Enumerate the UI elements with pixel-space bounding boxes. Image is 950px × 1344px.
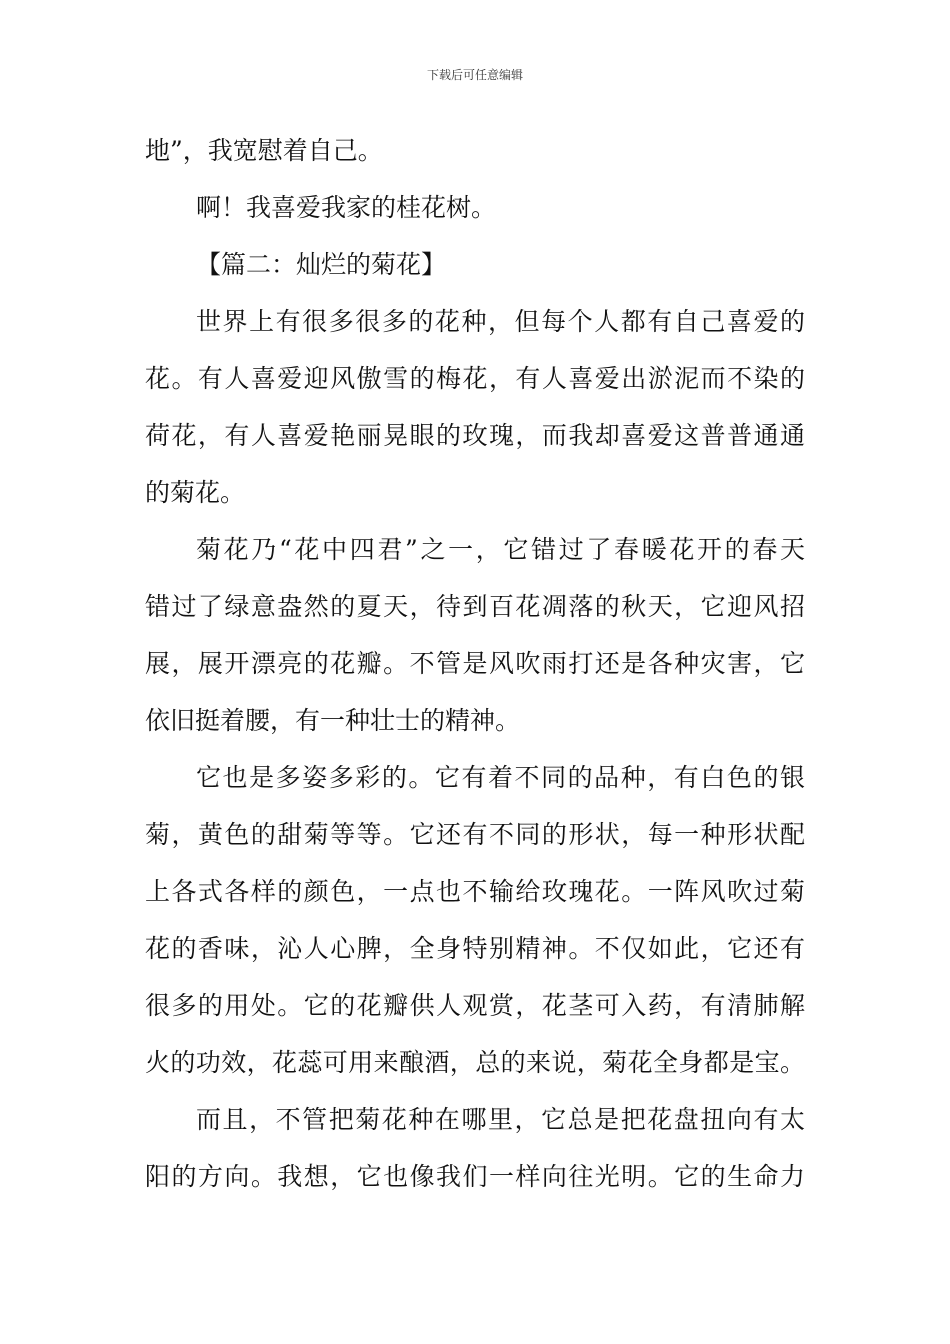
text-line: 花。有人喜爱迎风傲雪的梅花，有人喜爱出淤泥而不染的	[145, 364, 805, 393]
text-line: 花的香味，沁人心脾，全身特别精神。不仅如此，它还有	[145, 934, 805, 963]
text-line: 阳的方向。我想，它也像我们一样向往光明。它的生命力	[145, 1162, 805, 1191]
text-line: 上各式各样的颜色，一点也不输给玫瑰花。一阵风吹过菊	[145, 877, 805, 906]
text-line: 很多的用处。它的花瓣供人观赏，花茎可入药，有清肺解	[145, 991, 805, 1020]
text-line: 错过了绿意盎然的夏天，待到百花凋落的秋天，它迎风招	[145, 592, 805, 621]
text-line: 的菊花。	[145, 478, 246, 507]
text-line: 啊！我喜爱我家的桂花树。	[196, 193, 497, 222]
section-title: 【篇二：灿烂的菊花】	[196, 250, 447, 279]
text-line: 荷花，有人喜爱艳丽晃眼的玫瑰，而我却喜爱这普普通通	[145, 421, 805, 450]
text-line: 世界上有很多很多的花种，但每个人都有自己喜爱的	[196, 307, 805, 336]
text-line: 展，展开漂亮的花瓣。不管是风吹雨打还是各种灾害，它	[145, 649, 805, 678]
text-line: 而且，不管把菊花种在哪里，它总是把花盘扭向有太	[196, 1105, 805, 1134]
page-header: 下载后可任意编辑	[426, 68, 523, 82]
text-line: 它也是多姿多彩的。它有着不同的品种，有白色的银	[196, 763, 805, 792]
text-line: 菊，黄色的甜菊等等。它还有不同的形状，每一种形状配	[145, 820, 805, 849]
text-line: 菊花乃“花中四君”之一，它错过了春暖花开的春天	[196, 535, 805, 564]
text-line: 地”，我宽慰着自己。	[145, 136, 383, 165]
text-line: 依旧挺着腰，有一种壮士的精神。	[145, 706, 521, 735]
text-line: 火的功效，花蕊可用来酿酒，总的来说，菊花全身都是宝。	[145, 1048, 805, 1077]
